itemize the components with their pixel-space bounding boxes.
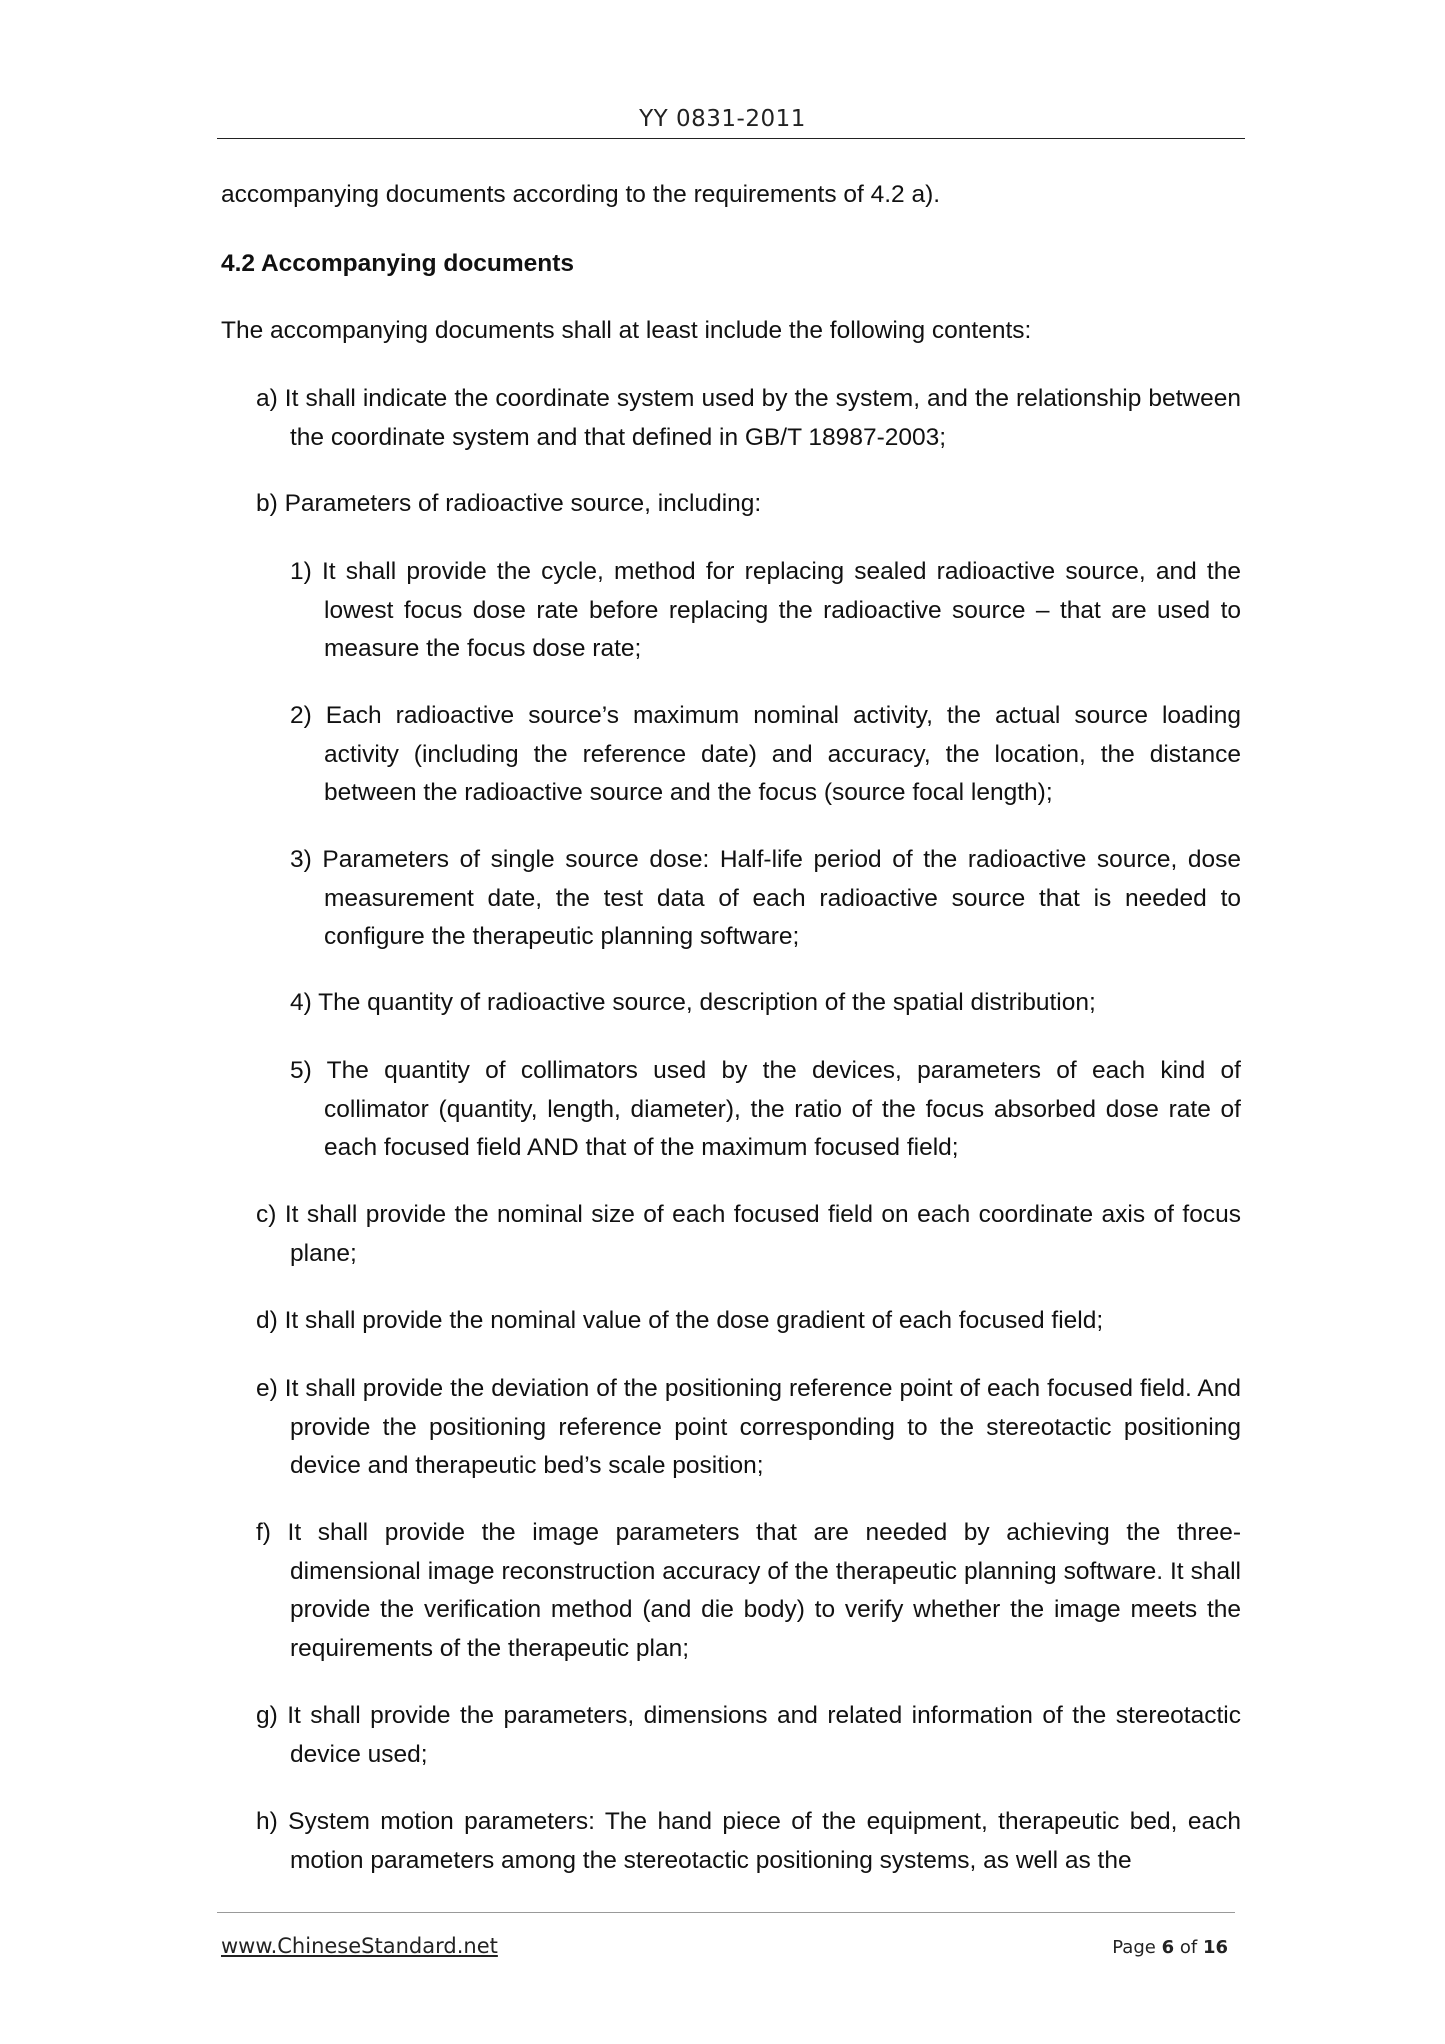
page-number (1112, 1937, 1228, 1958)
website-link[interactable]: www.ChineseStandard.net (221, 1934, 498, 1958)
sub-item-3: 3) Parameters of single source dose: Half-life period of the radioactive source, dose measurement date, the test data of each radioactive source that is needed to configure the therapeutic planning software; (290, 846, 1241, 950)
list-item-e: e) It shall provide the deviation of the positioning reference point of each focused field. And provide the positioning reference point corresponding to the stereotactic positioning device and therapeutic bed’s scale position; (256, 1375, 1241, 1479)
document-header-code: YY 0831-2011 (639, 106, 806, 132)
page-total: 16 (1202, 1937, 1228, 1958)
sub-item-5: 5) The quantity of collimators used by the devices, parameters of each kind of collimator (quantity, length, diameter), the ratio of the focus absorbed dose rate of each focused field AND that of the maximum focused field; (290, 1057, 1241, 1161)
list-item-h: h) System motion parameters: The hand piece of the equipment, therapeutic bed, each motion parameters among the stereotactic positioning systems, as well as the (256, 1808, 1241, 1874)
list-item-g: g) It shall provide the parameters, dimensions and related information of the stereotactic device used; (256, 1702, 1241, 1768)
section-heading: 4.2 Accompanying documents (221, 250, 575, 277)
lead-paragraph: The accompanying documents shall at least include the following contents: (221, 317, 1032, 344)
header-divider (217, 138, 1245, 139)
page-of: of (1179, 1937, 1198, 1958)
list-item-b: b) Parameters of radioactive source, including: (256, 490, 762, 517)
sub-item-1: 1) It shall provide the cycle, method for replacing sealed radioactive source, and the lowest focus dose rate before replacing the radioactive source – that are used to measure the focus dose rate; (290, 558, 1241, 662)
page-label: Page (1112, 1937, 1156, 1958)
sub-item-2: 2) Each radioactive source’s maximum nominal activity, the actual source loading activity (including the reference date) and accuracy, the location, the distance between the radioactive source and the focus (source focal length); (290, 702, 1241, 806)
page-current: 6 (1161, 1937, 1175, 1958)
list-item-d: d) It shall provide the nominal value of the dose gradient of each focused field; (256, 1307, 1104, 1334)
intro-line: accompanying documents according to the requirements of 4.2 a). (221, 181, 941, 208)
sub-item-4: 4) The quantity of radioactive source, description of the spatial distribution; (290, 989, 1096, 1016)
list-item-f: f) It shall provide the image parameters that are needed by achieving the three-dimensional image reconstruction accuracy of the therapeutic planning software. It shall provide the verification method (and die body) to verify whether the image meets the requirements of the therapeutic plan; (256, 1519, 1241, 1662)
footer-divider (217, 1912, 1235, 1913)
list-item-a: a) It shall indicate the coordinate system used by the system, and the relationship between the coordinate system and that defined in GB/T 18987-2003; (256, 385, 1241, 451)
list-item-c: c) It shall provide the nominal size of each focused field on each coordinate axis of focus plane; (256, 1201, 1241, 1267)
